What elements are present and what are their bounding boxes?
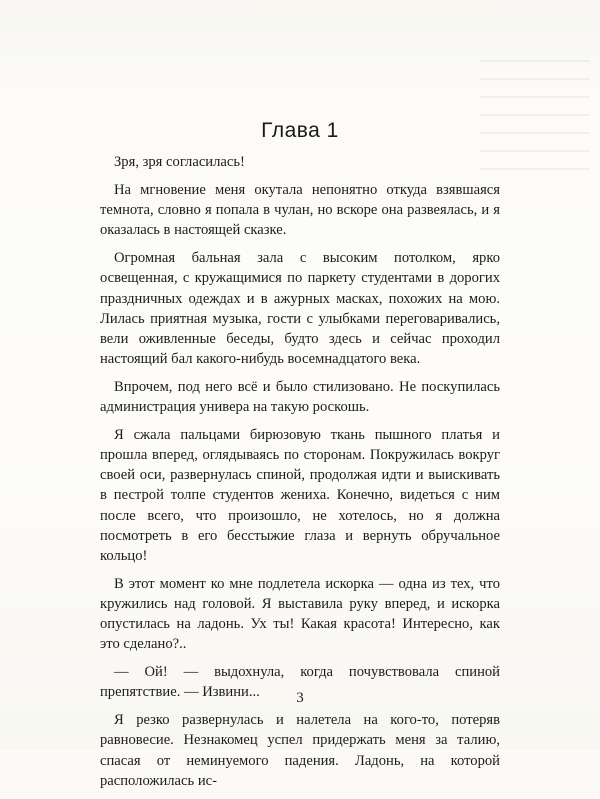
page-number: 3 (296, 690, 304, 706)
paragraph: Огромная бальная зала с высоким потолком, ярко освещенная, с кружащимися по паркету студентами в дорогих праздничных одеждах и в ажурных масках, похожих на мою. Лилась приятная музыка, гости с улыбками переговаривались, вели оживленные беседы, будто здесь и сейчас проходил настоящий бал какого-нибудь восемнадцатого века. (100, 250, 500, 367)
paragraph: Зря, зря согласилась! (114, 154, 245, 170)
paragraph: Впрочем, под него всё и было стилизовано. Не поскупилась администрация универа на такую роскошь. (100, 378, 500, 416)
paragraph: Я резко развернулась и налетела на кого-то, потеряв равновесие. Незнакомец успел придержать меня за талию, спасая от неминуемого падения. Ладонь, на которой расположилась ис- (100, 712, 500, 789)
paragraph: На мгновение меня окутала непонятно откуда взявшаяся темнота, словно я попала в чулан, но вскоре она развеялась, и я оказалась в настоящей сказке. (100, 182, 500, 239)
paragraph: — Ой! — выдохнула, когда почувствовала спиной препятствие. — Извини... (100, 664, 500, 701)
paragraph: В этот момент ко мне подлетела искорка — одна из тех, что кружились над головой. Я выставила руку вперед, и искорка опустилась на ладонь. Ух ты! Какая красота! Интересно, как это сделано?.. (100, 575, 500, 653)
paragraph: Я сжала пальцами бирюзовую ткань пышного платья и прошла вперед, оглядываясь по сторонам. Покружилась вокруг своей оси, развернулась спиной, продолжая идти и выискивать в пестрой толпе студентов жениха. Конечно, видеться с ним после всего, что произошло, не хотелось, но я должна посмотреть в его бесстыжие глаза и вернуть обручальное кольцо! (100, 427, 500, 564)
chapter-title: Глава 1 (261, 119, 339, 143)
